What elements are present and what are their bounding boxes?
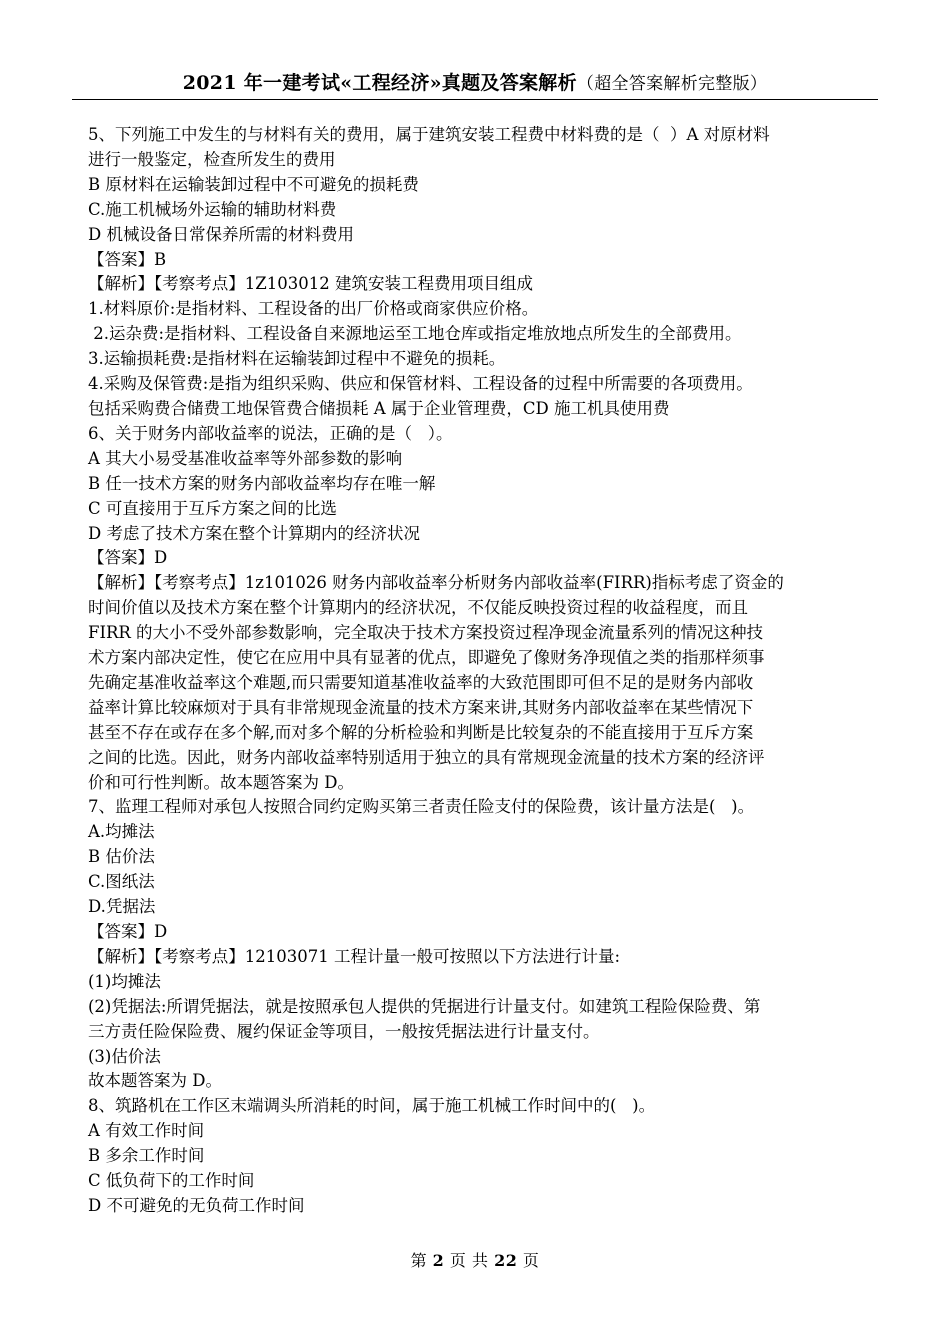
question-7-analysis-line: 故本题答案为 D。 xyxy=(88,1071,222,1091)
question-5-analysis-line: 4.采购及保管费:是指为组织采购、供应和保管材料、工程设备的过程中所需要的各项费用。 xyxy=(88,374,753,394)
question-6-analysis-line: 益率计算比较麻烦对于具有非常规现金流量的技术方案来讲,其财务内部收益率在某些情况下 xyxy=(88,697,754,717)
question-7-analysis-line: (3)估价法 xyxy=(88,1046,161,1066)
document-title: 2021 年一建考试«工程经济»真题及答案解析 xyxy=(182,72,577,94)
question-6-analysis: 【解析】【考察考点】1z101026 财务内部收益率分析财务内部收益率(FIRR)指标考虑了资金的 xyxy=(88,573,784,593)
question-5-answer: 【答案】B xyxy=(88,249,167,269)
question-6-analysis-line: 甚至不存在或存在多个解,而对多个解的分析检验和判断是比较复杂的不能直接用于互斥方案 xyxy=(88,722,754,742)
question-6-option-d: D 考虑了技术方案在整个计算期内的经济状况 xyxy=(88,523,420,543)
question-8-stem: 8、筑路机在工作区末端调头所消耗的时间，属于施工机械工作时间中的( )。 xyxy=(88,1096,656,1116)
question-5-option-a-cont: 进行一般鉴定，检查所发生的费用 xyxy=(88,149,336,169)
page-footer xyxy=(0,1248,950,1271)
question-6-option-c: C 可直接用于互斥方案之间的比选 xyxy=(88,498,337,518)
question-5-option-d: D 机械设备日常保养所需的材料费用 xyxy=(88,224,354,244)
question-7-option-c: C.图纸法 xyxy=(88,872,155,892)
question-8-option-d: D 不可避免的无负荷工作时间 xyxy=(88,1195,305,1215)
question-6-analysis-line: 术方案内部决定性，使它在应用中具有显著的优点，即避免了像财务净现值之类的指那样须事 xyxy=(88,648,765,668)
question-5-option-b: B 原材料在运输装卸过程中不可避免的损耗费 xyxy=(88,174,419,194)
question-6-analysis-line: 价和可行性判断。故本题答案为 D。 xyxy=(88,772,354,792)
question-7-analysis-line: (1)均摊法 xyxy=(88,971,161,991)
question-7-option-d: D.凭据法 xyxy=(88,897,156,917)
question-6-analysis-line: 先确定基准收益率这个难题,而只需要知道基准收益率的大致范围即可但不足的是财务内部收 xyxy=(88,672,754,692)
question-6-analysis-line: 之间的比选。因此，财务内部收益率特别适用于独立的具有常规现金流量的技术方案的经济评 xyxy=(88,747,765,767)
question-5-analysis-line: 包括采购费合储费工地保管费合储损耗 A 属于企业管理费，CD 施工机具使用费 xyxy=(88,398,670,418)
current-page-number: 2 xyxy=(432,1251,445,1270)
question-8-option-c: C 低负荷下的工作时间 xyxy=(88,1171,255,1191)
question-5-analysis-line: 1.材料原价:是指材料、工程设备的出厂价格或商家供应价格。 xyxy=(88,299,539,319)
footer-middle: 页 共 xyxy=(444,1251,495,1270)
question-7-analysis-line: (2)凭据法:所谓凭据法，就是按照承包人提供的凭据进行计量支付。如建筑工程险保险费、第 xyxy=(88,996,761,1016)
total-page-count: 22 xyxy=(494,1251,518,1270)
page-header xyxy=(0,68,950,95)
question-6-analysis-line: 时间价值以及技术方案在整个计算期内的经济状况，不仅能反映投资过程的收益程度，而且 xyxy=(88,598,748,618)
question-6-option-a: A 其大小易受基准收益率等外部参数的影响 xyxy=(88,448,403,468)
question-5-analysis-line: 2.运杂费:是指材料、工程设备自来源地运至工地仓库或指定堆放地点所发生的全部费用。 xyxy=(88,324,742,344)
question-5-analysis-line: 3.运输损耗费:是指材料在运输装卸过程中不避免的损耗。 xyxy=(88,349,506,369)
question-7-analysis-line: 三方责任险保险费、履约保证金等项目，一般按凭据法进行计量支付。 xyxy=(88,1021,600,1041)
document-subtitle: （超全答案解析完整版） xyxy=(576,74,768,94)
question-7-answer: 【答案】D xyxy=(88,922,168,941)
question-6-analysis-line: FIRR 的大小不受外部参数影响，完全取决于技术方案投资过程净现金流量系列的情况这种技 xyxy=(88,623,764,643)
question-7-option-a: A.均摊法 xyxy=(88,822,155,842)
question-6-stem: 6、关于财务内部收益率的说法，正确的是（ ）。 xyxy=(88,423,453,443)
question-5-option-c: C.施工机械场外运输的辅助材料费 xyxy=(88,199,337,219)
question-8-option-a: A 有效工作时间 xyxy=(88,1121,205,1141)
footer-prefix: 第 xyxy=(410,1251,433,1270)
question-6-answer: 【答案】D xyxy=(88,548,168,568)
question-8-option-b: B 多余工作时间 xyxy=(88,1146,205,1166)
question-7-analysis: 【解析】【考察考点】12103071 工程计量一般可按照以下方法进行计量: xyxy=(88,946,621,966)
footer-suffix: 页 xyxy=(517,1251,540,1270)
question-5-analysis: 【解析】【考察考点】1Z103012 建筑安装工程费用项目组成 xyxy=(88,274,533,294)
question-7-option-b: B 估价法 xyxy=(88,847,155,867)
question-6-option-b: B 任一技术方案的财务内部收益率均存在唯一解 xyxy=(88,473,436,493)
question-7-stem: 7、监理工程师对承包人按照合同约定购买第三者责任险支付的保险费，该计量方法是( )。 xyxy=(88,797,755,817)
document-body xyxy=(88,123,878,1219)
question-5-stem: 5、下列施工中发生的与材料有关的费用，属于建筑安装工程费中材料费的是（ ）A 对原材料 xyxy=(88,125,770,144)
header-rule xyxy=(72,99,878,100)
